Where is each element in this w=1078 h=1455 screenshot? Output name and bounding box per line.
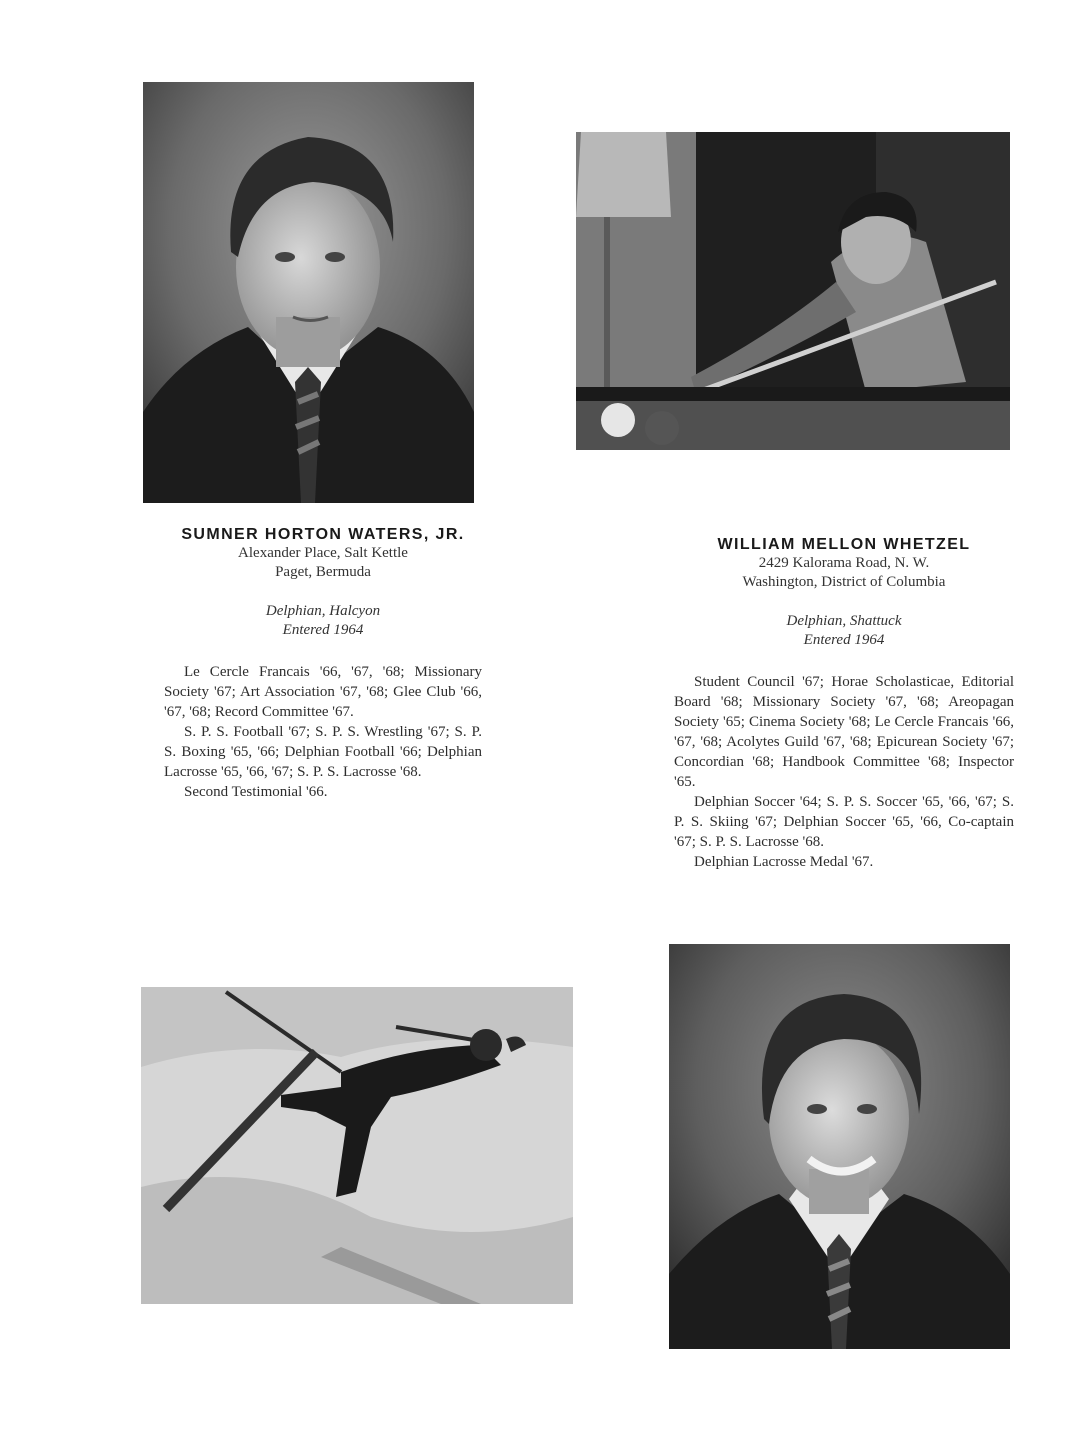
activities-paragraph: Le Cercle Francais '66, '67, '68; Missionary Society '67; Art Association '67, '68; Glee Club '66, '67, '68; Record Committee '67.: [164, 664, 482, 720]
student-name: SUMNER HORTON WATERS, JR.: [181, 526, 465, 543]
address-line: Washington, District of Columbia: [742, 574, 946, 590]
address-line: Paget, Bermuda: [275, 564, 371, 580]
activities-paragraph: Delphian Lacrosse Medal '67.: [694, 854, 874, 870]
house-affiliation: Delphian, Halcyon: [265, 603, 381, 619]
activities-paragraph: S. P. S. Football '67; S. P. S. Wrestling '67; S. P. S. Boxing '65, '66; Delphian Football '66; Delphian Lacrosse '65, '66, '67; S. P. S. Lacrosse '68.: [164, 724, 482, 780]
billiards-photo-whetzel: [576, 132, 1010, 450]
activities-paragraph: Second Testimonial '66.: [184, 784, 328, 800]
address-line: 2429 Kalorama Road, N. W.: [758, 555, 930, 571]
student-name: WILLIAM MELLON WHETZEL: [717, 536, 971, 553]
bio-whetzel: [674, 536, 1014, 872]
activities-paragraph: Student Council '67; Horae Scholasticae, Editorial Board '68; Missionary Society '67, '68; Areopagan Society '65; Cinema Society '68; Le Cercle Francais '66, '67, '68; Acolytes Guild '67, '68; Epicurean Society '67; Concordian '68; Handbook Committee '68; Inspector '65.: [674, 674, 1014, 790]
portrait-photo-whetzel: [669, 944, 1010, 1349]
activities-text: [674, 672, 1014, 872]
entered-year: Entered 1964: [282, 622, 364, 638]
house-affiliation: Delphian, Shattuck: [786, 613, 902, 629]
address-line: Alexander Place, Salt Kettle: [238, 545, 408, 561]
activities-text: [164, 662, 482, 802]
portrait-photo-waters: [143, 82, 474, 503]
skiing-photo-waters: [141, 987, 573, 1304]
entered-year: Entered 1964: [803, 632, 885, 648]
bio-waters: [164, 526, 482, 802]
activities-paragraph: Delphian Soccer '64; S. P. S. Soccer '65, '66, '67; S. P. S. Skiing '67; Delphian Soccer '65, '66, Co-captain '67; S. P. S. Lacrosse '68.: [674, 794, 1014, 850]
